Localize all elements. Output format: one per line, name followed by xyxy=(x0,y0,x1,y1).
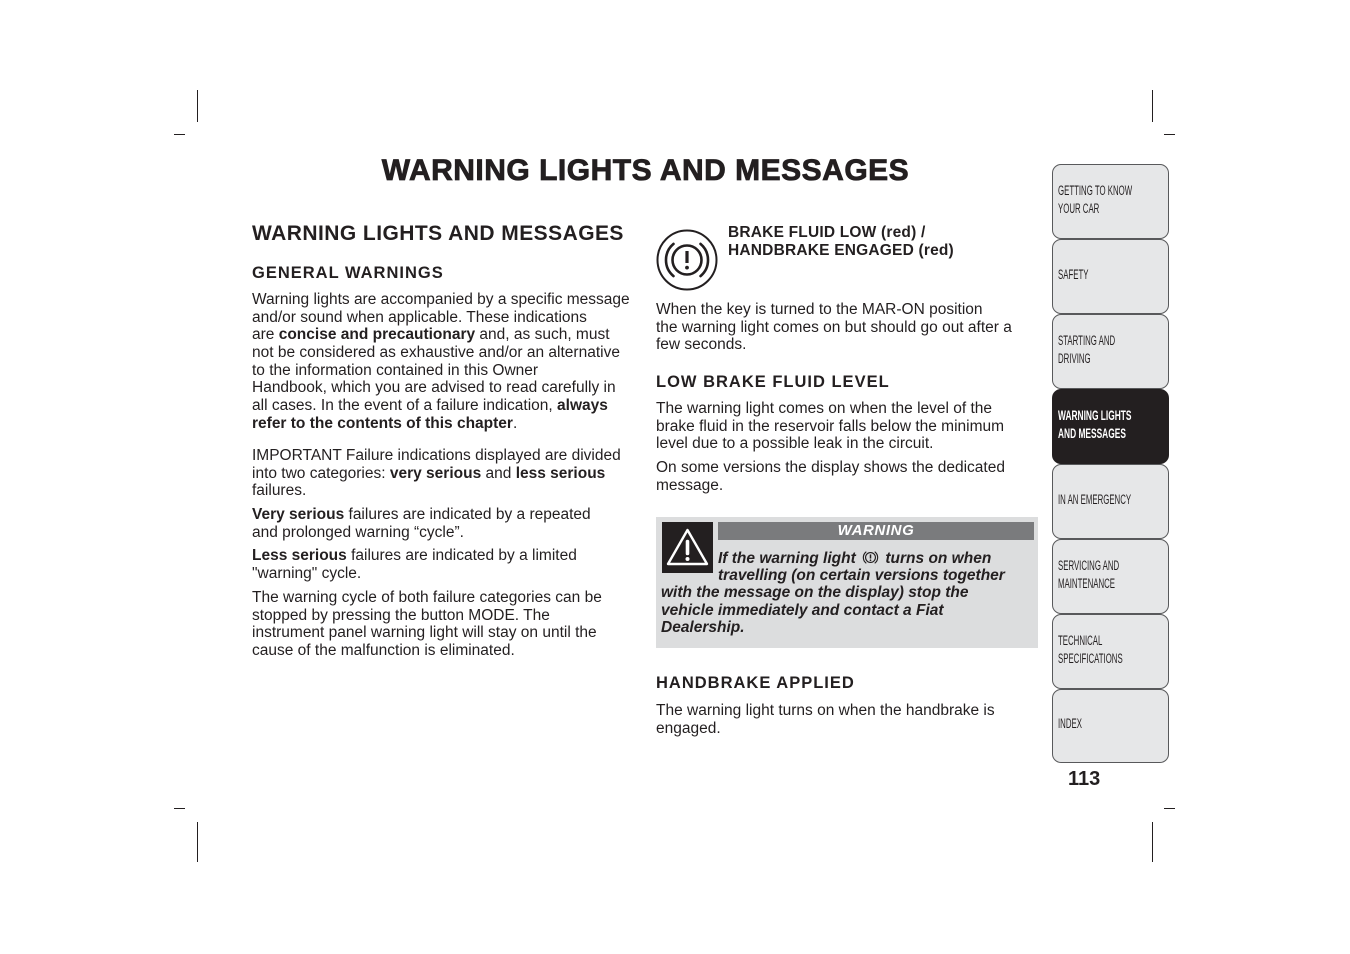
tab-label-line: SAFETY xyxy=(1057,266,1088,282)
crop-mark xyxy=(1152,90,1153,122)
tab-label-line: IN AN EMERGENCY xyxy=(1057,491,1131,507)
text-run: and, as such, must xyxy=(475,326,610,344)
text-line: not be considered as exhaustive and/or an alternative xyxy=(252,344,620,362)
text-line: The warning light turns on when the handbrake is xyxy=(656,702,995,719)
heading-line: BRAKE FLUID LOW (red) / xyxy=(728,224,926,241)
warning-title: WARNING xyxy=(718,522,1034,540)
text-line: with the message on the display) stop the xyxy=(661,584,969,602)
tab-label-line: YOUR CAR xyxy=(1057,200,1099,216)
text-line xyxy=(252,465,621,483)
warning-box xyxy=(656,517,1038,648)
text-line: and prolonged warning “cycle”. xyxy=(252,523,464,541)
important-paragraph xyxy=(252,447,621,500)
crop-mark xyxy=(174,134,185,135)
text-line: When the key is turned to the MAR-ON position xyxy=(656,301,983,318)
less-serious-paragraph xyxy=(252,547,577,582)
crop-mark xyxy=(1164,134,1175,135)
crop-mark xyxy=(197,822,198,862)
text-line: failures. xyxy=(252,482,307,500)
text-line: IMPORTANT Failure indications displayed are divided xyxy=(252,447,621,464)
tab-in-an-emergency[interactable] xyxy=(1052,464,1169,539)
brake-warning-icon xyxy=(656,229,718,291)
tab-warning-lights-and-messages[interactable] xyxy=(1052,389,1169,464)
handbrake-applied-heading: HANDBRAKE APPLIED xyxy=(656,674,855,692)
section-heading: WARNING LIGHTS AND MESSAGES xyxy=(252,222,624,245)
bold-text: Less serious xyxy=(252,547,347,564)
text-line xyxy=(252,415,630,433)
crop-mark xyxy=(174,808,185,809)
crop-mark xyxy=(197,90,198,122)
general-warnings-paragraph xyxy=(252,291,630,433)
tab-label-line: AND MESSAGES xyxy=(1057,425,1126,441)
text-line: instrument panel warning light will stay on until the xyxy=(252,624,597,642)
tab-label-line: WARNING LIGHTS xyxy=(1057,407,1131,423)
tab-label xyxy=(1058,557,1119,593)
text-line: vehicle immediately and contact a Fiat xyxy=(661,601,944,619)
text-line: Handbook, which you are advised to read carefully in xyxy=(252,379,616,397)
text-line: The warning light comes on when the level of the xyxy=(656,400,993,417)
crop-mark xyxy=(1164,808,1175,809)
text-line: message. xyxy=(656,476,724,494)
tab-starting-and-driving[interactable] xyxy=(1052,314,1169,389)
text-line: "warning" cycle. xyxy=(252,564,362,582)
heading-line: HANDBRAKE ENGAGED (red) xyxy=(728,242,954,259)
text-line: few seconds. xyxy=(656,336,747,354)
brake-fluid-low-paragraph xyxy=(656,301,1012,354)
tab-safety[interactable] xyxy=(1052,239,1169,314)
tab-label xyxy=(1058,491,1131,509)
text-line: cause of the malfunction is eliminated. xyxy=(252,642,515,660)
tab-label xyxy=(1058,332,1115,368)
tab-getting-to-know-your-car[interactable] xyxy=(1052,164,1169,239)
text-line: engaged. xyxy=(656,719,721,737)
bold-text: always xyxy=(557,397,608,415)
low-brake-fluid-level-heading: LOW BRAKE FLUID LEVEL xyxy=(656,373,890,391)
general-warnings-heading: GENERAL WARNINGS xyxy=(252,264,444,282)
tab-label xyxy=(1058,632,1123,668)
handbrake-applied-paragraph xyxy=(656,702,995,737)
very-serious-paragraph xyxy=(252,506,591,541)
tab-label-line: GETTING TO KNOW xyxy=(1057,182,1132,198)
warning-cycle-paragraph xyxy=(252,589,602,660)
text-line: On some versions the display shows the dedicated xyxy=(656,459,1005,476)
tab-technical-specifications[interactable] xyxy=(1052,614,1169,689)
bold-text: refer to the contents of this chapter xyxy=(252,414,513,432)
tab-label-line: STARTING AND xyxy=(1057,332,1115,348)
text-run: If the warning light xyxy=(718,550,861,567)
tab-label-line: SERVICING AND xyxy=(1057,557,1119,573)
text-run: are xyxy=(252,326,279,344)
tab-label-line: DRIVING xyxy=(1057,350,1091,366)
tab-label-line: INDEX xyxy=(1057,716,1082,731)
text-line: to the information contained in this Owner xyxy=(252,361,539,379)
tab-label xyxy=(1058,266,1088,284)
tab-label xyxy=(1058,182,1132,218)
bold-text: less serious xyxy=(515,464,606,482)
text-line xyxy=(252,397,630,415)
text-line: brake fluid in the reservoir falls below the minimum xyxy=(656,417,1005,435)
tab-label-line: TECHNICAL xyxy=(1057,632,1102,648)
bold-text: very serious xyxy=(389,464,482,482)
low-brake-fluid-paragraph xyxy=(656,400,1004,453)
tab-servicing-and-maintenance[interactable] xyxy=(1052,539,1169,614)
text-line: the warning light comes on but should go out after a xyxy=(656,318,1012,336)
text-run: all cases. In the event of a failure indication, xyxy=(252,397,558,415)
crop-mark xyxy=(1152,822,1153,862)
page-title: WARNING LIGHTS AND MESSAGES xyxy=(381,154,910,187)
text-run: into two categories: xyxy=(252,464,390,482)
text-line: Warning lights are accompanied by a specific message xyxy=(252,291,630,308)
tab-label-line: SPECIFICATIONS xyxy=(1057,650,1123,666)
warning-text xyxy=(661,549,1005,637)
page-number: 113 xyxy=(1068,768,1101,790)
tab-label xyxy=(1058,715,1082,733)
text-line: Dealership. xyxy=(661,619,745,637)
text-line xyxy=(252,326,630,344)
text-line xyxy=(661,549,1005,567)
text-run: . xyxy=(512,414,518,432)
text-line: and/or sound when applicable. These indications xyxy=(252,308,587,326)
text-run: failures are indicated by a repeated xyxy=(344,506,591,523)
tab-label xyxy=(1058,407,1131,443)
text-run: failures are indicated by a limited xyxy=(346,547,577,564)
display-message-paragraph xyxy=(656,459,1005,494)
text-run: and xyxy=(481,464,516,482)
tab-label-line: MAINTENANCE xyxy=(1057,575,1115,591)
bold-text: concise and precautionary xyxy=(278,326,476,344)
text-line: The warning cycle of both failure categories can be xyxy=(252,589,602,606)
text-run: turns on when xyxy=(881,550,992,567)
text-line: travelling (on certain versions together xyxy=(718,566,1005,584)
brake-fluid-low-heading xyxy=(728,224,954,260)
text-line: level due to a possible leak in the circuit. xyxy=(656,435,934,453)
text-line xyxy=(252,506,591,524)
text-line: stopped by pressing the button MODE. The xyxy=(252,606,550,624)
bold-text: Very serious xyxy=(252,506,345,523)
text-line xyxy=(252,547,577,565)
tab-index[interactable] xyxy=(1052,689,1169,763)
